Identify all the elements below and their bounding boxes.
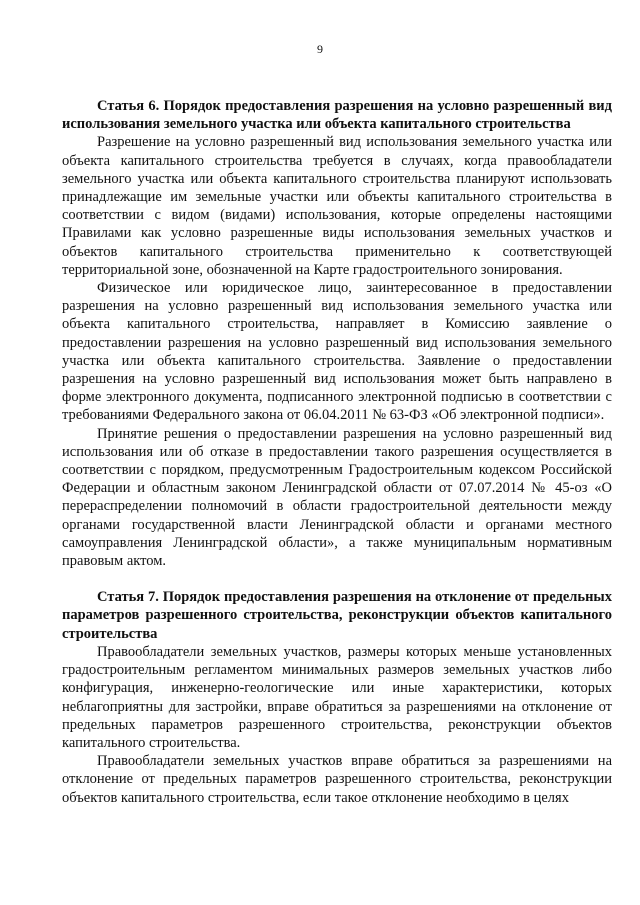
article-6-paragraph-3: Принятие решения о предоставлении разрешения на условно разрешенный вид использования или об отказе в предоставлении такого разрешения осуществляется в соответствии с порядком, предусмотренным Градостроительным кодексом Российской Федерации и областным законом Ленинградской области от 07.07.2014 № 45-оз «О перераспределении полномочий в области градостроительной деятельности между органами государственной власти Ленинградской области и органами местного самоуправления Ленинградской области», а также муниципальным нормативным правовым актом.: [62, 425, 612, 570]
article-7-paragraph-2: Правообладатели земельных участков вправе обратиться за разрешениями на отклонение от предельных параметров разрешенного строительства, реконструкции объектов капитального строительства, если такое отклонение необходимо в целях: [62, 753, 612, 806]
article-7-title: Статья 7. Порядок предоставления разрешения на отклонение от предельных параметров разрешенного строительства, реконструкции объектов капитального строительства: [62, 589, 612, 642]
article-7: [62, 588, 612, 806]
article-7-paragraph-1: Правообладатели земельных участков, размеры которых меньше установленных градостроительным регламентом минимальных размеров земельных участков либо конфигурация, инженерно-геологические или иные характеристики, которых неблагоприятны для застройки, вправе обратиться за разрешениями на отклонение от предельных параметров разрешенного строительства, реконструкции объектов капитального строительства.: [62, 643, 612, 751]
article-6-paragraph-2: Физическое или юридическое лицо, заинтересованное в предоставлении разрешения на условно разрешенный вид использования земельного участка или объекта капитального строительства, направляет в Комиссию заявление о предоставлении разрешения на условно разрешенный вид использования земельного участка или объекта капитального строительства. Заявление о предоставлении разрешения на условно разрешенный вид использования может быть направлено в форме электронного документа, подписанного электронной подписью в соответствии с требованиями Федерального закона от 06.04.2011 № 63-ФЗ «Об электронной подписи».: [62, 280, 612, 424]
page-number: 9: [317, 42, 323, 56]
article-6: [62, 97, 612, 570]
article-6-title: Статья 6. Порядок предоставления разрешения на условно разрешенный вид использования земельного участка или объекта капитального строительства: [62, 98, 612, 133]
document-body: [62, 97, 612, 807]
article-6-paragraph-1: Разрешение на условно разрешенный вид использования земельного участка или объекта капитального строительства требуется в случаях, когда правообладатели земельного участка или объекта капитального строительства планируют использовать принадлежащие им земельные участки или объекты капитального строительства в соответствии с видом (видами) использования, которые определены настоящими Правилами как условно разрешенные виды использования земельных участков и объектов капитального строительства применительно к соответствующей территориальной зоне, обозначенной на Карте градостроительного зонирования.: [62, 134, 612, 278]
